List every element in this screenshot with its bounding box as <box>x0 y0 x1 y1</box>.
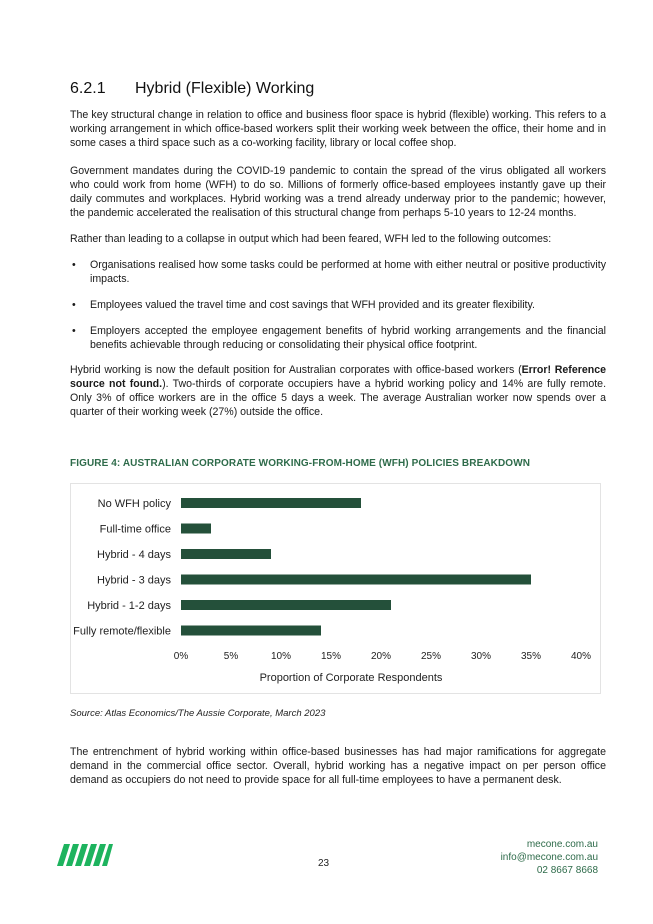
website-link[interactable]: mecone.com.au <box>526 839 598 850</box>
section-title: Hybrid (Flexible) Working <box>135 80 315 97</box>
bullet-icon: • <box>72 325 76 337</box>
paragraph-5: The entrenchment of hybrid working within office-based businesses has had major ramifications for aggregate demand in the commercial office sector. Overall, hybrid working has a negative impact on per person office demand as occupiers do not need to provide space for all full-time employees to have a permanent desk. <box>70 746 606 786</box>
bar <box>181 575 531 585</box>
figure-source: Source: Atlas Economics/The Aussie Corporate, March 2023 <box>70 708 326 719</box>
mecone-logo-icon <box>55 840 115 870</box>
bullet-icon: • <box>72 259 76 271</box>
x-tick-label: 40% <box>570 651 592 662</box>
bar <box>181 524 211 534</box>
list-item: • Employees valued the travel time and cost savings that WFH provided and its greater flexibility. <box>72 299 535 311</box>
bar <box>181 498 361 508</box>
category-label: Hybrid - 4 days <box>97 549 171 561</box>
outcomes-list <box>70 258 606 364</box>
paragraph-1: The key structural change in relation to office and business floor space is hybrid (flexible) working. This refers to a working arrangement in which office-based workers split their working week between the office, their home and in some cases a third space such as a co-working facility, library or local coffee shop. <box>70 109 606 149</box>
section-heading <box>70 80 314 98</box>
reference-error: Error! Reference source not found. <box>70 364 606 390</box>
page-number: 23 <box>318 858 330 869</box>
section-number: 6.2.1 <box>70 80 106 97</box>
x-tick-label: 10% <box>270 651 292 662</box>
phone-number: 02 8667 8668 <box>536 865 598 876</box>
x-tick-label: 25% <box>420 651 442 662</box>
bar <box>181 626 321 636</box>
category-label: Full-time office <box>99 523 171 536</box>
category-label: No WFH policy <box>97 498 171 510</box>
chart-container <box>70 483 601 694</box>
contact-details <box>501 838 598 877</box>
list-item: • Organisations realised how some tasks could be performed at home with either neutral or positive productivity impacts. <box>72 259 606 285</box>
bar <box>181 600 391 610</box>
paragraph-4: Hybrid working is now the default position for Australian corporates with office-based workers (Error! Reference source not found.). Two-thirds of corporate occupiers have a hybrid working policy and 14% are fully remote. Only 3% of office workers are in the office 5 days a week. The average Australian worker now spends over a quarter of their working week (27%) outside the office. <box>70 364 607 418</box>
paragraph-2: Government mandates during the COVID-19 pandemic to contain the spread of the virus obligated all workers who could work from home (WFH) to do so. Millions of formerly office-based employees instantly gave up their daily commutes and workplaces. Hybrid working was a trend already underway prior to the pandemic; however, the pandemic accelerated the realisation of this structural change from perhaps 5-10 years to 12-24 months. <box>70 165 606 219</box>
paragraph-3: Rather than leading to a collapse in output which had been feared, WFH led to the following outcomes: <box>70 233 552 245</box>
bar-chart <box>71 484 602 695</box>
bar <box>181 549 271 559</box>
list-item: • Employers accepted the employee engagement benefits of hybrid working arrangements and the financial benefits achievable through reducing or consolidating their physical office footprint. <box>72 325 606 351</box>
x-axis-title: Proportion of Corporate Respondents <box>259 672 443 684</box>
category-label: Hybrid - 3 days <box>97 574 171 587</box>
category-label: Fully remote/flexible <box>73 625 171 638</box>
x-tick-label: 20% <box>370 651 392 662</box>
x-tick-label: 5% <box>223 651 239 662</box>
bullet-icon: • <box>72 299 76 311</box>
figure-title: FIGURE 4: AUSTRALIAN CORPORATE WORKING-FROM-HOME (WFH) POLICIES BREAKDOWN <box>70 458 531 469</box>
category-label: Hybrid - 1-2 days <box>87 600 171 612</box>
x-tick-label: 35% <box>520 651 542 662</box>
x-tick-label: 15% <box>320 651 342 662</box>
email-link[interactable]: info@mecone.com.au <box>500 852 598 863</box>
x-tick-label: 30% <box>470 651 492 662</box>
x-tick-label: 0% <box>173 651 189 662</box>
